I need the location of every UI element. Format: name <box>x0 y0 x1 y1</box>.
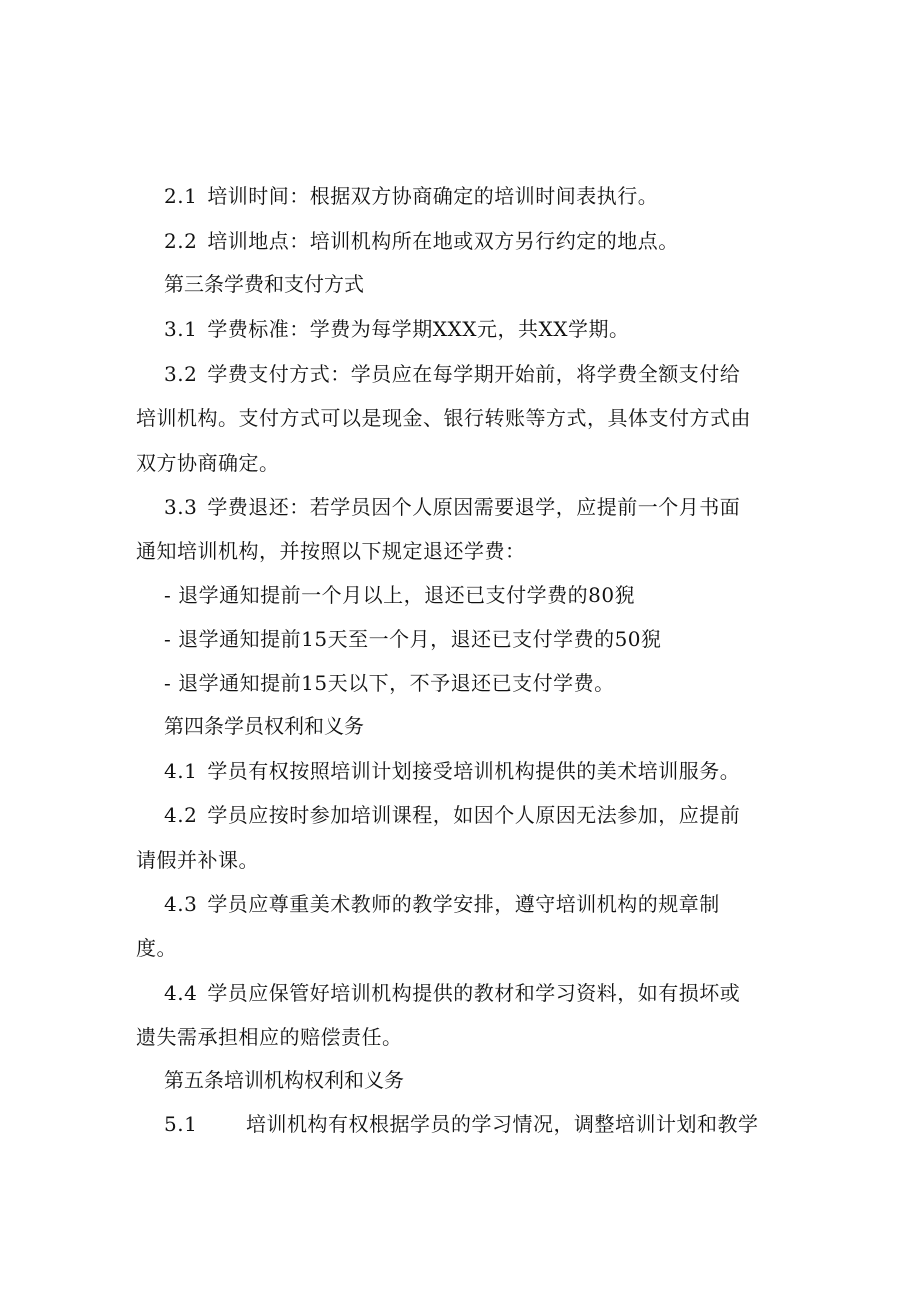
clause-4-1 <box>164 759 824 783</box>
clause-text: 学员应按时参加培训课程，如因个人原因无法参加，应提前 <box>207 803 741 827</box>
article-4-heading: 第四条学员权利和义务 <box>164 714 364 738</box>
clause-number: 2.1 <box>164 184 198 208</box>
clause-number: 4.1 <box>164 759 198 783</box>
clause-3-3-continued: 通知培训机构，并按照以下规定退还学费： <box>136 539 526 563</box>
clause-4-3 <box>164 892 824 916</box>
clause-number: 5.1 <box>164 1112 198 1136</box>
clause-text: 培训地点：培训机构所在地或双方另行约定的地点。 <box>207 229 679 253</box>
clause-text: 学员应保管好培训机构提供的教材和学习资料，如有损坏或 <box>207 981 741 1005</box>
clause-text: 学费支付方式：学员应在每学期开始前，将学费全额支付给 <box>207 362 741 386</box>
clause-text: 学费退还：若学员因个人原因需要退学，应提前一个月书面 <box>207 495 741 519</box>
clause-4-2-continued: 请假并补课。 <box>136 848 259 872</box>
clause-number: 2.2 <box>164 229 198 253</box>
clause-number: 3.2 <box>164 362 198 386</box>
clause-3-2-continued: 培训机构。支付方式可以是现金、银行转账等方式，具体支付方式由 <box>136 406 751 430</box>
clause-text: 学员应尊重美术教师的教学安排，遵守培训机构的规章制 <box>207 892 720 916</box>
clause-number: 4.4 <box>164 981 198 1005</box>
clause-text: 培训机构有权根据学员的学习情况，调整培训计划和教学 <box>246 1112 759 1136</box>
clause-number: 4.3 <box>164 892 198 916</box>
clause-2-1 <box>164 184 824 208</box>
refund-rule-item: - 退学通知提前一个月以上，退还已支付学费的80猊 <box>164 583 636 607</box>
clause-3-3 <box>164 495 824 519</box>
clause-3-2-continued: 双方协商确定。 <box>136 451 280 475</box>
clause-2-2 <box>164 229 824 253</box>
clause-4-3-continued: 度。 <box>136 936 177 960</box>
article-3-heading: 第三条学费和支付方式 <box>164 272 364 296</box>
clause-text: 学费标准：学费为每学期XXX元，共XX学期。 <box>207 317 630 341</box>
clause-text: 学员有权按照培训计划接受培训机构提供的美术培训服务。 <box>207 759 741 783</box>
clause-number: 3.1 <box>164 317 198 341</box>
clause-3-2 <box>164 362 824 386</box>
article-5-heading: 第五条培训机构权利和义务 <box>164 1068 404 1092</box>
clause-3-1 <box>164 317 824 341</box>
refund-rule-item: - 退学通知提前15天至一个月，退还已支付学费的50猊 <box>164 627 662 651</box>
clause-4-4 <box>164 981 824 1005</box>
clause-4-2 <box>164 803 824 827</box>
clause-4-4-continued: 遗失需承担相应的赔偿责任。 <box>136 1025 403 1049</box>
clause-5-1 <box>164 1112 824 1136</box>
clause-number: 4.2 <box>164 803 198 827</box>
clause-text: 培训时间：根据双方协商确定的培训时间表执行。 <box>207 184 659 208</box>
refund-rule-item: - 退学通知提前15天以下，不予退还已支付学费。 <box>164 671 615 695</box>
clause-number: 3.3 <box>164 495 198 519</box>
